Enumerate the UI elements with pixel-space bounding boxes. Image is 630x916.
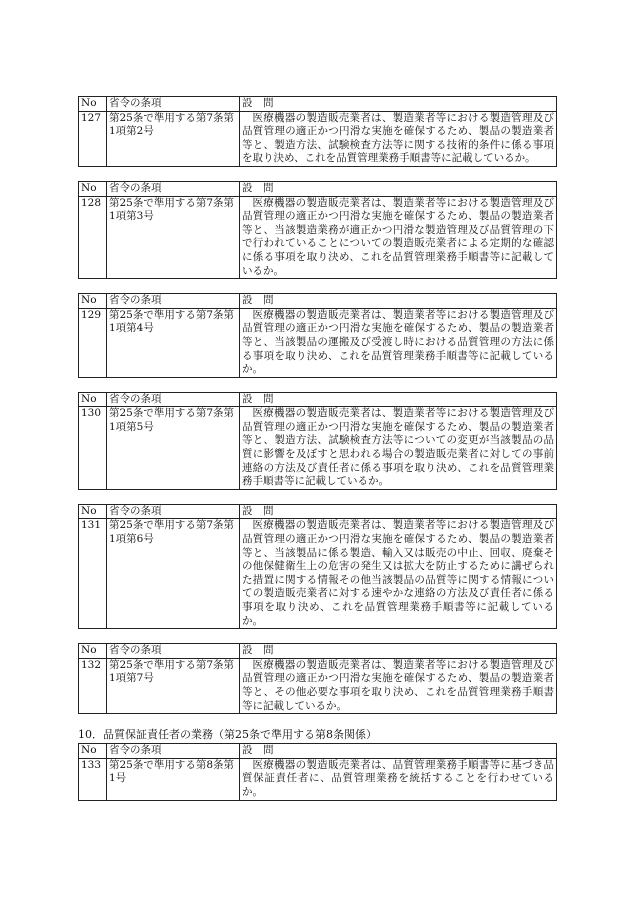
table-row xyxy=(79,111,557,166)
item-article: 第25条で準用する第7条第1項第7号 xyxy=(107,658,240,713)
header-no: No xyxy=(79,294,107,309)
item-question: 医療機器の製造販売業者は、製造業者等における製造管理及び品質管理の適正かつ円滑な実施を確保するため、製品の製造業者等と、当該製品に係る製造、輸入又は販売の中止、回収、廃棄その他保健衛生上の危害の発生又は拡大を防止するために講ぜられた措置に関する情報その他当該製品の品質等に関する情報についての製造販売業者に対する速やかな連絡の方法及び責任者に係る事項を取り決め、これを品質管理業務手順書等に記載しているか。 xyxy=(240,519,557,629)
item-article: 第25条で準用する第7条第1項第4号 xyxy=(107,308,240,377)
table-header-row xyxy=(79,644,557,659)
item-question: 医療機器の製造販売業者は、品質管理業務手順書等に基づき品質保証責任者に、品質管理業務を統括することを行わせているか。 xyxy=(240,758,557,800)
header-question: 設 問 xyxy=(240,644,557,659)
header-article: 省令の条項 xyxy=(107,744,240,759)
header-no: No xyxy=(79,504,107,519)
item-article: 第25条で準用する第7条第1項第3号 xyxy=(107,196,240,279)
item-question: 医療機器の製造販売業者は、製造業者等における製造管理及び品質管理の適正かつ円滑な実施を確保するため、製品の製造業者等と、当該製造業務が適正かつ円滑な製造管理及び品質管理の下で行われていることについての製造販売業者による定期的な確認に係る事項を取り決め、これを品質管理業務手順書等に記載しているか。 xyxy=(240,196,557,279)
table-row xyxy=(79,758,557,800)
question-table xyxy=(78,181,557,279)
table-header-row xyxy=(79,504,557,519)
header-article: 省令の条項 xyxy=(107,504,240,519)
item-number: 130 xyxy=(79,407,107,490)
document-page xyxy=(78,96,556,815)
table-row xyxy=(79,407,557,490)
item-block-130 xyxy=(78,392,556,490)
header-question: 設 問 xyxy=(240,181,557,196)
table-header-row xyxy=(79,97,557,112)
header-article: 省令の条項 xyxy=(107,181,240,196)
question-table xyxy=(78,643,557,714)
header-no: No xyxy=(79,392,107,407)
header-article: 省令の条項 xyxy=(107,392,240,407)
item-block-131 xyxy=(78,504,556,629)
item-number: 128 xyxy=(79,196,107,279)
header-article: 省令の条項 xyxy=(107,644,240,659)
table-header-row xyxy=(79,294,557,309)
header-no: No xyxy=(79,744,107,759)
item-number: 131 xyxy=(79,519,107,629)
question-table xyxy=(78,293,557,378)
section-heading: 10．品質保証責任者の業務（第25条で準用する第8条関係） xyxy=(78,728,377,742)
table-row xyxy=(79,519,557,629)
item-block-129 xyxy=(78,293,556,378)
header-no: No xyxy=(79,97,107,112)
header-question: 設 問 xyxy=(240,744,557,759)
item-question: 医療機器の製造販売業者は、製造業者等における製造管理及び品質管理の適正かつ円滑な実施を確保するため、製品の製造業者等と、その他必要な事項を取り決め、これを品質管理業務手順書等に記載しているか。 xyxy=(240,658,557,713)
header-article: 省令の条項 xyxy=(107,294,240,309)
header-question: 設 問 xyxy=(240,504,557,519)
header-no: No xyxy=(79,644,107,659)
item-block-128 xyxy=(78,181,556,279)
item-article: 第25条で準用する第7条第1項第5号 xyxy=(107,407,240,490)
item-block-132 xyxy=(78,643,556,714)
item-question: 医療機器の製造販売業者は、製造業者等における製造管理及び品質管理の適正かつ円滑な実施を確保するため、製品の製造業者等と、製造方法、試験検査方法等についての変更が当該製品の品質に影響を及ぼすと思われる場合の製造販売業者に対しての事前連絡の方法及び責任者に係る事項を取り決め、これを品質管理業務手順書等に記載しているか。 xyxy=(240,407,557,490)
table-header-row xyxy=(79,181,557,196)
header-question: 設 問 xyxy=(240,392,557,407)
item-article: 第25条で準用する第7条第1項第6号 xyxy=(107,519,240,629)
question-table xyxy=(78,96,557,167)
item-number: 132 xyxy=(79,658,107,713)
item-question: 医療機器の製造販売業者は、製造業者等における製造管理及び品質管理の適正かつ円滑な実施を確保するため、製品の製造業者等と、当該製品の運搬及び受渡し時における品質管理の方法に係る事項を取り決め、これを品質管理業務手順書等に記載しているか。 xyxy=(240,308,557,377)
question-table xyxy=(78,504,557,629)
header-article: 省令の条項 xyxy=(107,97,240,112)
item-number: 127 xyxy=(79,111,107,166)
item-article: 第25条で準用する第7条第1項第2号 xyxy=(107,111,240,166)
table-row xyxy=(79,308,557,377)
item-block-133 xyxy=(78,743,556,800)
table-header-row xyxy=(79,392,557,407)
question-table xyxy=(78,392,557,490)
item-number: 133 xyxy=(79,758,107,800)
header-question: 設 問 xyxy=(240,294,557,309)
item-question: 医療機器の製造販売業者は、製造業者等における製造管理及び品質管理の適正かつ円滑な実施を確保するため、製品の製造業者等と、製造方法、試験検査方法等に関する技術的条件に係る事項を取り決め、これを品質管理業務手順書等に記載しているか。 xyxy=(240,111,557,166)
item-article: 第25条で準用する第8条第1号 xyxy=(107,758,240,800)
table-row xyxy=(79,658,557,713)
header-question: 設 問 xyxy=(240,97,557,112)
header-no: No xyxy=(79,181,107,196)
table-row xyxy=(79,196,557,279)
item-number: 129 xyxy=(79,308,107,377)
item-block-127 xyxy=(78,96,556,167)
question-table xyxy=(78,743,557,800)
table-header-row xyxy=(79,744,557,759)
